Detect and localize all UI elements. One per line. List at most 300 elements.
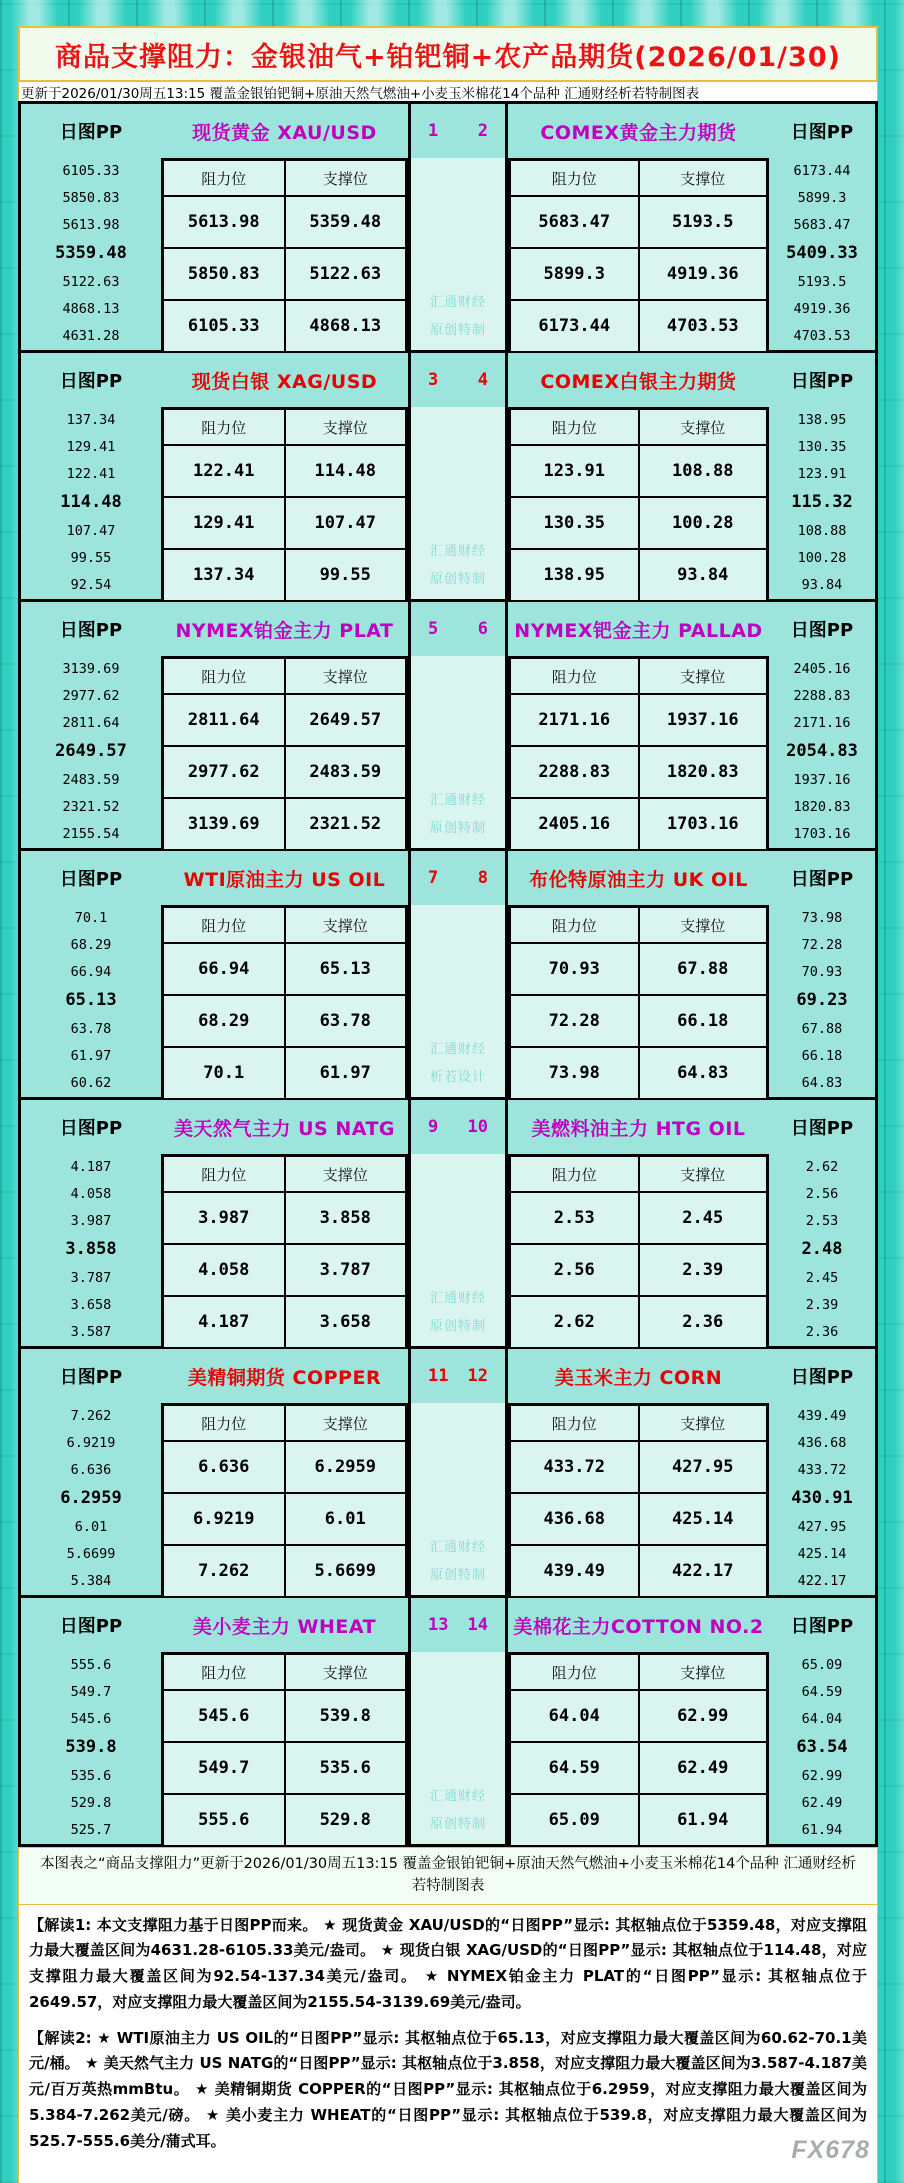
right-pp-level: 67.88 [801,1020,843,1037]
right-sr-table [508,158,769,350]
right-pp-level: 70.93 [801,963,843,980]
left-resistance-header: 阻力位 [163,409,285,445]
left-instrument-title: 美小麦主力 WHEAT [192,1615,377,1638]
watermark-line-2: 原创特制 [429,1319,486,1334]
right-sr-value: 123.91 [510,445,639,497]
right-sr-table [508,656,769,848]
left-sr-value: 3.658 [285,1296,407,1348]
right-sr-value: 2.39 [639,1244,768,1296]
right-pp-level: 65.09 [801,1656,843,1673]
left-sr-value: 2649.57 [285,694,407,746]
right-pp-level: 93.84 [801,576,843,593]
right-instrument-section [508,602,769,848]
right-sr-value: 2.53 [510,1192,639,1244]
center-watermark-area [411,905,505,1097]
left-pp-level: 6.636 [70,1461,112,1478]
left-sr-value: 4.058 [163,1244,285,1296]
left-sr-value: 129.41 [163,497,285,549]
left-sr-value: 6.9219 [163,1493,285,1545]
left-sr-value: 5359.48 [285,196,407,248]
right-pp-header: 日图PP [790,620,854,641]
left-pp-level: 4.187 [70,1158,112,1175]
pair-index-column [408,1349,508,1595]
left-resistance-header: 阻力位 [163,907,285,943]
right-pp-header: 日图PP [790,1367,854,1388]
left-pp-column [21,353,161,599]
right-pp-column [769,851,875,1097]
left-support-header: 支撑位 [285,658,407,694]
right-sr-value: 70.93 [510,943,639,995]
right-sr-value: 2405.16 [510,798,639,850]
right-pp-pivot: 2054.83 [786,741,858,762]
left-pp-column [21,602,161,848]
right-sr-value: 93.84 [639,549,768,601]
left-pp-level: 549.7 [70,1683,112,1700]
right-sr-value: 4919.36 [639,248,768,300]
right-instrument-section [508,104,769,350]
left-pp-level: 2811.64 [62,714,120,731]
left-sr-value: 6.636 [163,1441,285,1493]
left-pp-level: 61.97 [70,1047,112,1064]
page-title: 商品支撑阻力：金银油气+铂钯铜+农产品期货(2026/01/30) [55,41,841,73]
pair-index-row [411,104,505,158]
watermark-line-2: 析若设计 [429,1070,486,1085]
right-pp-level: 73.98 [801,909,843,926]
right-instrument-title: COMEX白银主力期货 [540,370,737,393]
left-sr-value: 555.6 [163,1794,285,1846]
left-instrument-title: 现货黄金 XAU/USD [192,121,377,144]
left-pp-level: 3.987 [70,1212,112,1229]
left-pp-column [21,1598,161,1844]
left-pp-level: 68.29 [70,936,112,953]
right-sr-value: 439.49 [510,1545,639,1597]
left-pp-level: 3.658 [70,1296,112,1313]
watermark-line-1: 汇通财经 [429,544,486,559]
pair-index-left: 1 [428,121,439,141]
right-resistance-header: 阻力位 [510,409,639,445]
right-sr-table [508,905,769,1097]
right-pp-level: 2.62 [805,1158,839,1175]
left-pp-pivot: 539.8 [65,1737,117,1758]
right-instrument-title: 布伦特原油主力 UK OIL [529,868,748,891]
left-sr-value: 2977.62 [163,746,285,798]
left-sr-value: 3.858 [285,1192,407,1244]
left-pp-level: 6.01 [74,1518,108,1535]
right-support-header: 支撑位 [639,1654,768,1690]
pair-index-left: 5 [428,619,439,639]
right-pp-column [769,1100,875,1346]
brand-watermark-text [430,780,486,836]
left-sr-value: 65.13 [285,943,407,995]
left-resistance-header: 阻力位 [163,658,285,694]
fx678-watermark: FX678 [791,2136,870,2164]
right-pp-values [769,1403,875,1595]
right-pp-header: 日图PP [790,1118,854,1139]
right-instrument-section [508,1100,769,1346]
left-pp-header: 日图PP [59,122,123,143]
left-pp-level: 6105.33 [62,162,120,179]
right-sr-value: 5193.5 [639,196,768,248]
center-watermark-area [411,656,505,848]
center-watermark-area [411,158,505,350]
left-sr-value: 6105.33 [163,300,285,352]
left-pp-level: 7.262 [70,1407,112,1424]
right-sr-value: 433.72 [510,1441,639,1493]
right-sr-value: 2.62 [510,1296,639,1348]
left-pp-header: 日图PP [59,1118,123,1139]
right-instrument-section [508,353,769,599]
right-resistance-header: 阻力位 [510,907,639,943]
left-pp-values [21,1154,161,1346]
right-pp-header: 日图PP [790,371,854,392]
right-pp-level: 123.91 [797,465,847,482]
left-pp-pivot: 65.13 [65,990,117,1011]
bottom-panel [18,1847,878,2183]
pair-index-row [411,1349,505,1403]
left-instrument-title: 现货白银 XAG/USD [191,370,378,393]
left-pp-level: 3.787 [70,1269,112,1286]
right-pp-level: 425.14 [797,1545,847,1562]
watermark-line-1: 汇通财经 [429,295,486,310]
left-instrument-title: NYMEX铂金主力 PLAT [175,619,394,642]
right-instrument-title: 美玉米主力 CORN [554,1366,723,1389]
pair-index-row [411,1100,505,1154]
left-pp-level: 2321.52 [62,798,120,815]
left-sr-value: 137.34 [163,549,285,601]
right-pp-level: 1820.83 [793,798,851,815]
right-sr-value: 4703.53 [639,300,768,352]
left-sr-value: 5.6699 [285,1545,407,1597]
table-footer-note: 本图表之“商品支撑阻力”更新于2026/01/30周五13:15 覆盖金银铂钯铜+原油天然气燃油+小麦玉米棉花14个品种 汇通财经析若特制图表 [19,1847,877,1905]
right-pp-pivot: 430.91 [791,1488,853,1509]
right-pp-level: 422.17 [797,1572,847,1589]
right-instrument-section [508,851,769,1097]
left-instrument-section [161,851,408,1097]
left-sr-value: 3.787 [285,1244,407,1296]
right-sr-value: 67.88 [639,943,768,995]
right-pp-level: 2405.16 [793,660,851,677]
watermark-line-1: 汇通财经 [429,1789,486,1804]
left-pp-level: 4631.28 [62,327,120,344]
left-pp-level: 545.6 [70,1710,112,1727]
left-sr-value: 5613.98 [163,196,285,248]
right-pp-column [769,1349,875,1595]
left-sr-value: 2811.64 [163,694,285,746]
right-instrument-section [508,1349,769,1595]
left-instrument-section [161,1100,408,1346]
right-pp-level: 2.36 [805,1323,839,1340]
right-pp-level: 62.49 [801,1794,843,1811]
left-support-header: 支撑位 [285,907,407,943]
right-instrument-title: COMEX黄金主力期货 [540,121,737,144]
left-pp-pivot: 3.858 [65,1239,117,1260]
right-support-header: 支撑位 [639,160,768,196]
right-pp-values [769,158,875,350]
right-pp-level: 2.56 [805,1185,839,1202]
right-pp-column [769,353,875,599]
center-watermark-area [411,1652,505,1844]
left-pp-values [21,656,161,848]
right-sr-table [508,1652,769,1844]
right-instrument-title: NYMEX钯金主力 PALLAD [514,619,763,642]
left-pp-level: 5613.98 [62,216,120,233]
left-pp-column [21,1100,161,1346]
left-pp-level: 4868.13 [62,300,120,317]
support-resistance-table [18,101,878,1847]
commodity-block [21,104,875,350]
left-sr-value: 545.6 [163,1690,285,1742]
right-resistance-header: 阻力位 [510,658,639,694]
left-pp-level: 122.41 [66,465,116,482]
right-pp-level: 61.94 [801,1821,843,1838]
left-pp-pivot: 2649.57 [55,741,127,762]
right-sr-value: 61.94 [639,1794,768,1846]
left-pp-level: 5.384 [70,1572,112,1589]
left-pp-level: 99.55 [70,549,112,566]
watermark-line-2: 原创特制 [429,1817,486,1832]
watermark-line-2: 原创特制 [429,323,486,338]
right-pp-header: 日图PP [790,122,854,143]
left-pp-level: 66.94 [70,963,112,980]
pair-index-row [411,353,505,407]
right-sr-value: 100.28 [639,497,768,549]
right-sr-value: 1937.16 [639,694,768,746]
right-pp-values [769,1154,875,1346]
right-sr-value: 2.56 [510,1244,639,1296]
right-sr-value: 65.09 [510,1794,639,1846]
pair-index-left: 9 [428,1117,439,1137]
right-sr-value: 427.95 [639,1441,768,1493]
right-sr-value: 1820.83 [639,746,768,798]
left-pp-values [21,1403,161,1595]
right-pp-level: 5193.5 [797,273,847,290]
left-sr-table [161,905,408,1097]
pair-index-column [408,353,508,599]
left-pp-level: 529.8 [70,1794,112,1811]
center-watermark-area [411,407,505,599]
left-instrument-section [161,104,408,350]
left-pp-header: 日图PP [59,371,123,392]
right-pp-values [769,905,875,1097]
right-pp-level: 100.28 [797,549,847,566]
left-resistance-header: 阻力位 [163,1405,285,1441]
center-watermark-area [411,1154,505,1346]
left-pp-level: 2483.59 [62,771,120,788]
update-subtitle: 更新于2026/01/30周五13:15 覆盖金银铂钯铜+原油天然气燃油+小麦玉米棉花14个品种 汇通财经析若特制图表 [18,82,878,101]
right-pp-level: 427.95 [797,1518,847,1535]
left-pp-level: 535.6 [70,1767,112,1784]
pair-index-column [408,104,508,350]
commodity-block [21,1097,875,1346]
left-instrument-title: WTI原油主力 US OIL [183,868,386,891]
left-instrument-title: 美天然气主力 US NATG [173,1117,396,1140]
brand-watermark-text [430,1776,486,1832]
left-sr-value: 4.187 [163,1296,285,1348]
commodity-block [21,1346,875,1595]
right-pp-level: 4919.36 [793,300,851,317]
right-sr-value: 62.49 [639,1742,768,1794]
left-sr-table [161,158,408,350]
right-pp-column [769,104,875,350]
left-sr-value: 549.7 [163,1742,285,1794]
right-support-header: 支撑位 [639,1405,768,1441]
watermark-line-2: 原创特制 [429,821,486,836]
right-sr-table [508,1154,769,1346]
interpretation-notes [19,1905,877,2183]
right-sr-value: 425.14 [639,1493,768,1545]
right-resistance-header: 阻力位 [510,1654,639,1690]
right-pp-level: 6173.44 [793,162,851,179]
watermark-line-1: 汇通财经 [429,1291,486,1306]
right-sr-value: 108.88 [639,445,768,497]
right-pp-pivot: 5409.33 [786,243,858,264]
left-pp-level: 525.7 [70,1821,112,1838]
left-sr-table [161,656,408,848]
right-sr-table [508,1403,769,1595]
left-sr-value: 66.94 [163,943,285,995]
pair-index-row [411,1598,505,1652]
left-pp-level: 2155.54 [62,825,120,842]
left-pp-values [21,407,161,599]
pair-index-right: 8 [477,868,488,888]
right-sr-value: 66.18 [639,995,768,1047]
brand-watermark-text [430,1029,486,1085]
pair-index-column [408,851,508,1097]
right-pp-level: 64.83 [801,1074,843,1091]
right-sr-value: 2.45 [639,1192,768,1244]
right-pp-level: 130.35 [797,438,847,455]
right-pp-header: 日图PP [790,869,854,890]
left-sr-value: 2321.52 [285,798,407,850]
right-pp-level: 439.49 [797,1407,847,1424]
right-instrument-title: 美棉花主力COTTON NO.2 [513,1615,764,1638]
left-pp-level: 129.41 [66,438,116,455]
pair-index-column [408,1598,508,1844]
left-sr-table [161,1652,408,1844]
right-sr-value: 138.95 [510,549,639,601]
left-sr-value: 70.1 [163,1047,285,1099]
pair-index-left: 3 [428,370,439,390]
right-sr-value: 73.98 [510,1047,639,1099]
right-instrument-title: 美燃料油主力 HTG OIL [531,1117,746,1140]
pair-index-right: 4 [477,370,488,390]
left-instrument-section [161,602,408,848]
right-sr-value: 2.36 [639,1296,768,1348]
left-pp-pivot: 114.48 [60,492,122,513]
left-pp-level: 70.1 [74,909,108,926]
left-support-header: 支撑位 [285,1405,407,1441]
right-pp-pivot: 115.32 [791,492,853,513]
left-resistance-header: 阻力位 [163,160,285,196]
left-pp-column [21,104,161,350]
left-instrument-section [161,353,408,599]
left-sr-value: 114.48 [285,445,407,497]
right-sr-value: 130.35 [510,497,639,549]
left-instrument-section [161,1349,408,1595]
left-pp-level: 137.34 [66,411,116,428]
right-pp-pivot: 2.48 [801,1239,843,1260]
right-pp-level: 66.18 [801,1047,843,1064]
left-pp-level: 63.78 [70,1020,112,1037]
left-sr-value: 6.01 [285,1493,407,1545]
left-sr-value: 4868.13 [285,300,407,352]
left-sr-value: 539.8 [285,1690,407,1742]
left-sr-value: 529.8 [285,1794,407,1846]
right-pp-level: 2171.16 [793,714,851,731]
right-pp-header: 日图PP [790,1616,854,1637]
right-pp-level: 5683.47 [793,216,851,233]
left-pp-level: 5850.83 [62,189,120,206]
left-pp-values [21,905,161,1097]
brand-watermark-text [430,282,486,338]
left-support-header: 支撑位 [285,1156,407,1192]
left-instrument-title: 美精铜期货 COPPER [187,1366,382,1389]
left-support-header: 支撑位 [285,1654,407,1690]
left-pp-header: 日图PP [59,1367,123,1388]
watermark-line-2: 原创特制 [429,1568,486,1583]
left-sr-value: 63.78 [285,995,407,1047]
right-sr-value: 64.59 [510,1742,639,1794]
right-pp-level: 2.45 [805,1269,839,1286]
right-sr-value: 436.68 [510,1493,639,1545]
right-pp-level: 2.39 [805,1296,839,1313]
watermark-line-1: 汇通财经 [429,793,486,808]
left-pp-level: 5122.63 [62,273,120,290]
right-pp-level: 72.28 [801,936,843,953]
right-pp-pivot: 63.54 [796,1737,848,1758]
right-pp-level: 2288.83 [793,687,851,704]
right-instrument-section [508,1598,769,1844]
title-bar [18,26,878,82]
left-pp-level: 6.9219 [66,1434,116,1451]
right-support-header: 支撑位 [639,907,768,943]
right-sr-value: 2171.16 [510,694,639,746]
right-pp-level: 64.04 [801,1710,843,1727]
right-pp-level: 62.99 [801,1767,843,1784]
left-pp-level: 92.54 [70,576,112,593]
left-pp-column [21,1349,161,1595]
pair-index-column [408,1100,508,1346]
left-pp-pivot: 5359.48 [55,243,127,264]
commodity-block [21,1595,875,1844]
left-pp-pivot: 6.2959 [60,1488,122,1509]
right-sr-value: 72.28 [510,995,639,1047]
commodity-block [21,848,875,1097]
left-pp-level: 2977.62 [62,687,120,704]
commodity-block [21,350,875,599]
right-sr-value: 5683.47 [510,196,639,248]
right-sr-value: 422.17 [639,1545,768,1597]
right-resistance-header: 阻力位 [510,1405,639,1441]
right-sr-value: 1703.16 [639,798,768,850]
right-pp-values [769,656,875,848]
pair-index-right: 12 [467,1366,488,1386]
left-sr-value: 61.97 [285,1047,407,1099]
right-pp-column [769,602,875,848]
right-support-header: 支撑位 [639,658,768,694]
right-support-header: 支撑位 [639,1156,768,1192]
right-pp-level: 64.59 [801,1683,843,1700]
right-pp-level: 108.88 [797,522,847,539]
right-resistance-header: 阻力位 [510,160,639,196]
left-pp-level: 5.6699 [66,1545,116,1562]
center-watermark-area [411,1403,505,1595]
watermark-line-2: 原创特制 [429,572,486,587]
pair-index-left: 7 [428,868,439,888]
left-sr-value: 99.55 [285,549,407,601]
left-sr-value: 107.47 [285,497,407,549]
right-sr-value: 5899.3 [510,248,639,300]
